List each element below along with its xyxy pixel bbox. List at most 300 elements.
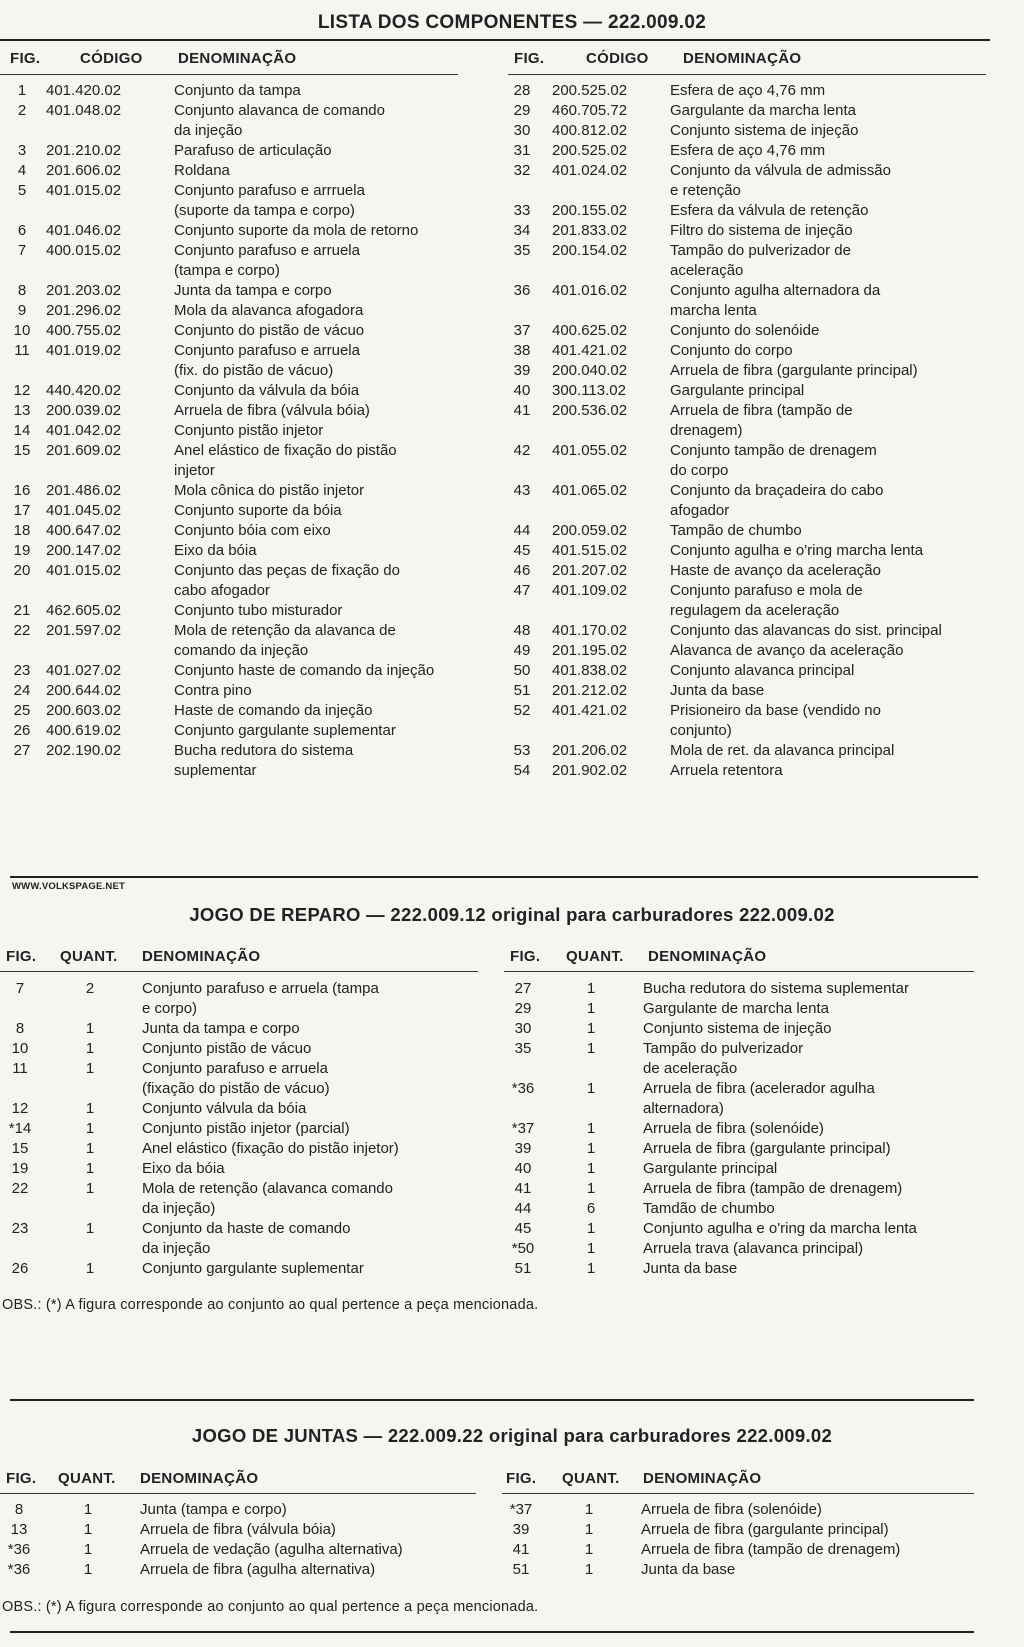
cell-fig: 51 — [512, 1561, 530, 1578]
gaskets-right-header-fig: FIG. — [506, 1470, 537, 1487]
cell-code: 201.212.02 — [552, 682, 628, 699]
cell-fig: 43 — [513, 482, 531, 499]
cell-name: Tampão do pulverizador de aceleração — [670, 242, 851, 279]
components-right-header-fig: FIG. — [514, 50, 545, 67]
gaskets-left-header-name: DENOMINAÇÃO — [140, 1470, 259, 1487]
cell-fig: 30 — [514, 1020, 532, 1037]
cell-fig: 16 — [13, 482, 31, 499]
cell-name: Anel elástico (fixação do pistão injetor) — [142, 1140, 399, 1157]
cell-qty: 1 — [586, 1020, 596, 1037]
cell-name: Eixo da bóia — [142, 1160, 225, 1177]
cell-code: 401.016.02 — [552, 282, 628, 299]
cell-name: Conjunto pistão injetor — [174, 422, 324, 439]
cell-fig: 39 — [512, 1521, 530, 1538]
cell-code: 201.486.02 — [46, 482, 122, 499]
cell-name: Esfera da válvula de retenção — [670, 202, 869, 219]
cell-qty: 1 — [83, 1521, 93, 1538]
table-row — [500, 121, 1015, 141]
table-row — [0, 321, 490, 341]
cell-fig: 30 — [513, 122, 531, 139]
cell-fig: 15 — [13, 442, 31, 459]
repair-left-table — [0, 979, 490, 1279]
cell-name: Alavanca de avanço da aceleração — [670, 642, 904, 659]
cell-name: Arruela de fibra (acelerador agulha alternadora) — [643, 1080, 875, 1117]
cell-name: Esfera de aço 4,76 mm — [670, 82, 826, 99]
cell-fig: 7 — [17, 242, 27, 259]
repair-right-header-fig: FIG. — [510, 948, 541, 965]
cell-qty: 1 — [584, 1541, 594, 1558]
cell-qty: 1 — [85, 1160, 95, 1177]
cell-code: 200.644.02 — [46, 682, 122, 699]
gaskets-title: JOGO DE JUNTAS — 222.009.22 original para carburadores 222.009.02 — [191, 1425, 833, 1446]
table-row — [0, 101, 490, 141]
gaskets-left-table — [0, 1500, 490, 1580]
cell-fig: 45 — [514, 1220, 532, 1237]
table-row — [505, 979, 1020, 999]
components-top-rule — [0, 39, 990, 41]
table-row — [0, 441, 490, 481]
table-row — [0, 979, 490, 1019]
cell-code: 200.525.02 — [552, 82, 628, 99]
table-row — [0, 741, 490, 781]
components-right-header-rule — [508, 74, 986, 75]
components-right-table — [500, 81, 1015, 781]
cell-qty: 1 — [584, 1561, 594, 1578]
cell-name: Conjunto tampão de drenagem do corpo — [670, 442, 877, 479]
table-row — [0, 1159, 490, 1179]
cell-code: 201.902.02 — [552, 762, 628, 779]
table-row — [500, 101, 1015, 121]
table-row — [505, 1159, 1020, 1179]
cell-fig: *50 — [511, 1240, 535, 1257]
cell-fig: 25 — [13, 702, 31, 719]
cell-name: Arruela de fibra (gargulante principal) — [641, 1521, 889, 1538]
repair-left-header-qty: QUANT. — [60, 948, 118, 965]
cell-name: Arruela de fibra (tampão de drenagem) — [641, 1541, 901, 1558]
table-row — [500, 401, 1015, 441]
cell-name: Conjunto da braçadeira do cabo afogador — [670, 482, 884, 519]
cell-fig: 7 — [15, 980, 25, 997]
cell-code: 200.525.02 — [552, 142, 628, 159]
cell-code: 401.015.02 — [46, 562, 122, 579]
table-row — [500, 641, 1015, 661]
cell-name: Conjunto agulha e o'ring da marcha lenta — [643, 1220, 917, 1237]
cell-code: 201.597.02 — [46, 622, 122, 639]
cell-code: 200.059.02 — [552, 522, 628, 539]
cell-qty: 1 — [586, 1000, 596, 1017]
cell-code: 201.606.02 — [46, 162, 122, 179]
cell-qty: 1 — [584, 1521, 594, 1538]
gaskets-right-table — [503, 1500, 1018, 1580]
table-row — [0, 1039, 490, 1059]
cell-qty: 1 — [586, 1040, 596, 1057]
cell-fig: 32 — [513, 162, 531, 179]
table-row — [0, 1179, 490, 1219]
cell-fig: 48 — [513, 622, 531, 639]
table-row — [0, 1560, 490, 1580]
cell-fig: *36 — [7, 1561, 31, 1578]
table-row — [500, 161, 1015, 201]
repair-right-header-qty: QUANT. — [566, 948, 624, 965]
cell-qty: 1 — [85, 1100, 95, 1117]
table-row — [0, 1119, 490, 1139]
cell-qty: 1 — [85, 1220, 95, 1237]
cell-fig: 51 — [513, 682, 531, 699]
cell-name: Arruela trava (alavanca principal) — [643, 1240, 864, 1257]
cell-fig: 23 — [13, 662, 31, 679]
cell-fig: 51 — [514, 1260, 532, 1277]
table-row — [0, 541, 490, 561]
cell-qty: 1 — [586, 1120, 596, 1137]
cell-code: 401.420.02 — [46, 82, 122, 99]
cell-name: Conjunto bóia com eixo — [174, 522, 331, 539]
cell-name: Junta da tampa e corpo — [174, 282, 332, 299]
table-row — [0, 1500, 490, 1520]
table-row — [505, 1239, 1020, 1259]
cell-fig: 9 — [17, 302, 27, 319]
cell-code: 401.055.02 — [552, 442, 628, 459]
cell-qty: 6 — [586, 1200, 596, 1217]
cell-name: Mola de ret. da alavanca principal — [670, 742, 895, 759]
cell-qty: 2 — [85, 980, 95, 997]
components-right-header-code: CÓDIGO — [586, 50, 649, 67]
cell-name: Conjunto agulha e o'ring marcha lenta — [670, 542, 924, 559]
table-row — [505, 1199, 1020, 1219]
cell-code: 201.833.02 — [552, 222, 628, 239]
cell-fig: 37 — [513, 322, 531, 339]
table-row — [0, 1019, 490, 1039]
table-row — [0, 1219, 490, 1259]
cell-fig: 29 — [514, 1000, 532, 1017]
cell-name: Filtro do sistema de injeção — [670, 222, 853, 239]
cell-fig: 11 — [14, 342, 30, 359]
cell-name: Conjunto da válvula de admissão e retenção — [670, 162, 891, 199]
table-row — [0, 161, 490, 181]
cell-code: 200.603.02 — [46, 702, 122, 719]
cell-code: 401.024.02 — [552, 162, 628, 179]
cell-code: 401.027.02 — [46, 662, 122, 679]
cell-name: Conjunto alavanca principal — [670, 662, 855, 679]
cell-fig: 33 — [513, 202, 531, 219]
table-row — [0, 661, 490, 681]
table-row — [500, 581, 1015, 621]
cell-fig: 8 — [17, 282, 27, 299]
cell-fig: 53 — [513, 742, 531, 759]
gaskets-right-header-qty: QUANT. — [562, 1470, 620, 1487]
table-row — [0, 381, 490, 401]
cell-fig: 8 — [14, 1501, 24, 1518]
cell-name: Conjunto pistão injetor (parcial) — [142, 1120, 350, 1137]
cell-name: Conjunto do solenóide — [670, 322, 820, 339]
gaskets-bottom-rule — [10, 1631, 974, 1633]
cell-code: 400.015.02 — [46, 242, 122, 259]
cell-fig: 44 — [513, 522, 531, 539]
cell-name: Mola cônica do pistão injetor — [174, 482, 365, 499]
table-row — [500, 701, 1015, 741]
cell-fig: 38 — [513, 342, 531, 359]
cell-name: Junta da tampa e corpo — [142, 1020, 300, 1037]
cell-fig: 40 — [513, 382, 531, 399]
table-row — [500, 761, 1015, 781]
cell-name: Junta da base — [643, 1260, 738, 1277]
cell-code: 201.609.02 — [46, 442, 122, 459]
table-row — [0, 1059, 490, 1099]
cell-name: Conjunto tubo misturador — [174, 602, 343, 619]
gaskets-left-header-fig: FIG. — [6, 1470, 37, 1487]
cell-fig: 13 — [13, 402, 31, 419]
cell-qty: 1 — [586, 1180, 596, 1197]
table-row — [0, 1099, 490, 1119]
cell-qty: 1 — [586, 980, 596, 997]
cell-name: Gargulante da marcha lenta — [670, 102, 856, 119]
cell-name: Conjunto da válvula da bóia — [174, 382, 360, 399]
cell-fig: 6 — [17, 222, 27, 239]
cell-name: Tampão de chumbo — [670, 522, 802, 539]
table-row — [0, 1139, 490, 1159]
table-row — [500, 241, 1015, 281]
cell-code: 202.190.02 — [46, 742, 122, 759]
cell-fig: 27 — [13, 742, 31, 759]
cell-fig: *14 — [8, 1120, 32, 1137]
cell-name: Conjunto parafuso e arruela (tampa e corpo) — [142, 980, 379, 1017]
cell-fig: 26 — [11, 1260, 29, 1277]
cell-fig: *37 — [509, 1501, 533, 1518]
cell-fig: 44 — [514, 1200, 532, 1217]
cell-code: 401.048.02 — [46, 102, 122, 119]
cell-code: 400.625.02 — [552, 322, 628, 339]
table-row — [503, 1560, 1018, 1580]
table-row — [0, 241, 490, 281]
cell-name: Conjunto parafuso e arruela (fixação do pistão de vácuo) — [142, 1060, 330, 1097]
cell-name: Conjunto sistema de injeção — [643, 1020, 832, 1037]
table-row — [500, 681, 1015, 701]
table-row — [0, 341, 490, 381]
cell-name: Bucha redutora do sistema suplementar — [174, 742, 354, 779]
components-right-header-name: DENOMINAÇÃO — [683, 50, 802, 67]
cell-name: Conjunto da haste de comando da injeção — [142, 1220, 351, 1257]
cell-fig: 36 — [513, 282, 531, 299]
cell-code: 200.154.02 — [552, 242, 628, 259]
table-row — [0, 421, 490, 441]
table-row — [505, 1079, 1020, 1119]
cell-code: 401.019.02 — [46, 342, 122, 359]
cell-fig: 41 — [512, 1541, 530, 1558]
cell-qty: 1 — [83, 1541, 93, 1558]
cell-name: Conjunto agulha alternadora da marcha lenta — [670, 282, 881, 319]
cell-qty: 1 — [586, 1240, 596, 1257]
table-row — [505, 999, 1020, 1019]
cell-code: 401.046.02 — [46, 222, 122, 239]
table-row — [0, 141, 490, 161]
cell-name: Arruela de fibra (gargulante principal) — [643, 1140, 891, 1157]
cell-code: 200.039.02 — [46, 402, 122, 419]
cell-name: Arruela de fibra (tampão de drenagem) — [643, 1180, 903, 1197]
cell-name: Conjunto parafuso e arruela (tampa e corpo) — [174, 242, 360, 279]
cell-fig: 40 — [514, 1160, 532, 1177]
table-row — [0, 401, 490, 421]
cell-fig: 10 — [11, 1040, 29, 1057]
cell-name: Esfera de aço 4,76 mm — [670, 142, 826, 159]
cell-fig: 8 — [15, 1020, 25, 1037]
cell-fig: 4 — [17, 162, 27, 179]
cell-code: 401.065.02 — [552, 482, 628, 499]
repair-left-header-rule — [0, 971, 478, 972]
cell-qty: 1 — [586, 1140, 596, 1157]
components-left-header-name: DENOMINAÇÃO — [178, 50, 297, 67]
cell-fig: 34 — [513, 222, 531, 239]
components-left-header-fig: FIG. — [10, 50, 41, 67]
cell-name: Arruela de fibra (solenóide) — [643, 1120, 824, 1137]
cell-name: Mola de retenção da alavanca de comando da injeção — [174, 622, 396, 659]
cell-code: 201.203.02 — [46, 282, 122, 299]
table-row — [500, 221, 1015, 241]
cell-name: Arruela de fibra (gargulante principal) — [670, 362, 918, 379]
cell-name: Prisioneiro da base (vendido no conjunto) — [670, 702, 881, 739]
cell-name: Arruela retentora — [670, 762, 783, 779]
cell-fig: 1 — [17, 82, 27, 99]
site-watermark: WWW.VOLKSPAGE.NET — [12, 881, 125, 892]
cell-code: 201.210.02 — [46, 142, 122, 159]
cell-code: 401.421.02 — [552, 342, 628, 359]
cell-fig: *36 — [7, 1541, 31, 1558]
cell-fig: 39 — [514, 1140, 532, 1157]
cell-code: 440.420.02 — [46, 382, 122, 399]
gaskets-top-rule — [10, 1399, 974, 1401]
cell-code: 201.195.02 — [552, 642, 628, 659]
cell-fig: 13 — [10, 1521, 28, 1538]
table-row — [500, 621, 1015, 641]
table-row — [500, 81, 1015, 101]
cell-fig: 17 — [13, 502, 31, 519]
cell-name: Conjunto gargulante suplementar — [174, 722, 396, 739]
table-row — [505, 1019, 1020, 1039]
cell-code: 400.812.02 — [552, 122, 628, 139]
cell-fig: 28 — [513, 82, 531, 99]
cell-fig: 2 — [17, 102, 27, 119]
table-row — [500, 661, 1015, 681]
cell-fig: 24 — [13, 682, 31, 699]
cell-fig: 12 — [13, 382, 31, 399]
cell-name: Contra pino — [174, 682, 252, 699]
table-row — [500, 741, 1015, 761]
cell-name: Gargulante principal — [670, 382, 805, 399]
table-row — [500, 541, 1015, 561]
table-row — [503, 1500, 1018, 1520]
cell-qty: 1 — [85, 1140, 95, 1157]
cell-name: Conjunto haste de comando da injeção — [174, 662, 435, 679]
cell-fig: 54 — [513, 762, 531, 779]
cell-fig: 41 — [513, 402, 531, 419]
table-row — [0, 1259, 490, 1279]
cell-fig: 27 — [514, 980, 532, 997]
repair-left-header-fig: FIG. — [6, 948, 37, 965]
cell-fig: 46 — [513, 562, 531, 579]
table-row — [0, 521, 490, 541]
cell-name: Mola da alavanca afogadora — [174, 302, 364, 319]
cell-fig: 3 — [17, 142, 27, 159]
cell-code: 201.207.02 — [552, 562, 628, 579]
cell-name: Junta (tampa e corpo) — [140, 1501, 287, 1518]
table-row — [0, 81, 490, 101]
cell-fig: *36 — [511, 1080, 535, 1097]
cell-code: 460.705.72 — [552, 102, 628, 119]
cell-name: Anel elástico de fixação do pistão injetor — [174, 442, 397, 479]
cell-name: Conjunto gargulante suplementar — [142, 1260, 364, 1277]
repair-right-header-name: DENOMINAÇÃO — [648, 948, 767, 965]
table-row — [500, 561, 1015, 581]
cell-qty: 1 — [85, 1020, 95, 1037]
cell-fig: 11 — [12, 1060, 28, 1077]
cell-code: 200.040.02 — [552, 362, 628, 379]
cell-code: 401.838.02 — [552, 662, 628, 679]
table-row — [0, 281, 490, 301]
cell-name: Parafuso de articulação — [174, 142, 332, 159]
cell-code: 400.755.02 — [46, 322, 122, 339]
table-row — [0, 1540, 490, 1560]
cell-code: 401.015.02 — [46, 182, 122, 199]
cell-name: Conjunto pistão de vácuo — [142, 1040, 312, 1057]
repair-left-header-name: DENOMINAÇÃO — [142, 948, 261, 965]
cell-code: 201.296.02 — [46, 302, 122, 319]
gaskets-left-header-rule — [0, 1493, 476, 1494]
table-row — [0, 681, 490, 701]
cell-code: 401.045.02 — [46, 502, 122, 519]
table-row — [500, 201, 1015, 221]
cell-fig: 20 — [13, 562, 31, 579]
cell-name: Gargulante de marcha lenta — [643, 1000, 829, 1017]
cell-qty: 1 — [586, 1260, 596, 1277]
table-row — [500, 281, 1015, 321]
cell-qty: 1 — [85, 1060, 95, 1077]
cell-fig: 41 — [514, 1180, 532, 1197]
components-title: LISTA DOS COMPONENTES — 222.009.02 — [317, 12, 707, 33]
cell-name: Conjunto da tampa — [174, 82, 301, 99]
cell-name: Arruela de fibra (agulha alternativa) — [140, 1561, 376, 1578]
table-row — [500, 381, 1015, 401]
cell-name: Haste de avanço da aceleração — [670, 562, 881, 579]
cell-qty: 1 — [85, 1040, 95, 1057]
cell-fig: 50 — [513, 662, 531, 679]
gaskets-right-header-name: DENOMINAÇÃO — [643, 1470, 762, 1487]
table-row — [505, 1179, 1020, 1199]
cell-name: Arruela de fibra (válvula bóia) — [140, 1521, 336, 1538]
cell-fig: *37 — [511, 1120, 535, 1137]
cell-fig: 35 — [513, 242, 531, 259]
cell-fig: 47 — [513, 582, 531, 599]
cell-fig: 23 — [11, 1220, 29, 1237]
cell-name: Conjunto do corpo — [670, 342, 793, 359]
cell-code: 401.042.02 — [46, 422, 122, 439]
cell-code: 200.536.02 — [552, 402, 628, 419]
cell-qty: 1 — [586, 1080, 596, 1097]
cell-name: Conjunto parafuso e arruela (fix. do pistão de vácuo) — [174, 342, 360, 379]
table-row — [0, 301, 490, 321]
cell-name: Conjunto válvula da bóia — [142, 1100, 307, 1117]
cell-fig: 12 — [11, 1100, 29, 1117]
table-row — [500, 481, 1015, 521]
cell-code: 200.147.02 — [46, 542, 122, 559]
cell-fig: 49 — [513, 642, 531, 659]
gaskets-right-header-rule — [502, 1493, 974, 1494]
cell-name: Tampão do pulverizador de aceleração — [643, 1040, 804, 1077]
cell-code: 400.619.02 — [46, 722, 122, 739]
table-row — [503, 1540, 1018, 1560]
cell-name: Eixo da bóia — [174, 542, 257, 559]
cell-name: Arruela de fibra (solenóide) — [641, 1501, 822, 1518]
cell-qty: 1 — [586, 1160, 596, 1177]
cell-fig: 22 — [11, 1180, 29, 1197]
table-row — [505, 1259, 1020, 1279]
